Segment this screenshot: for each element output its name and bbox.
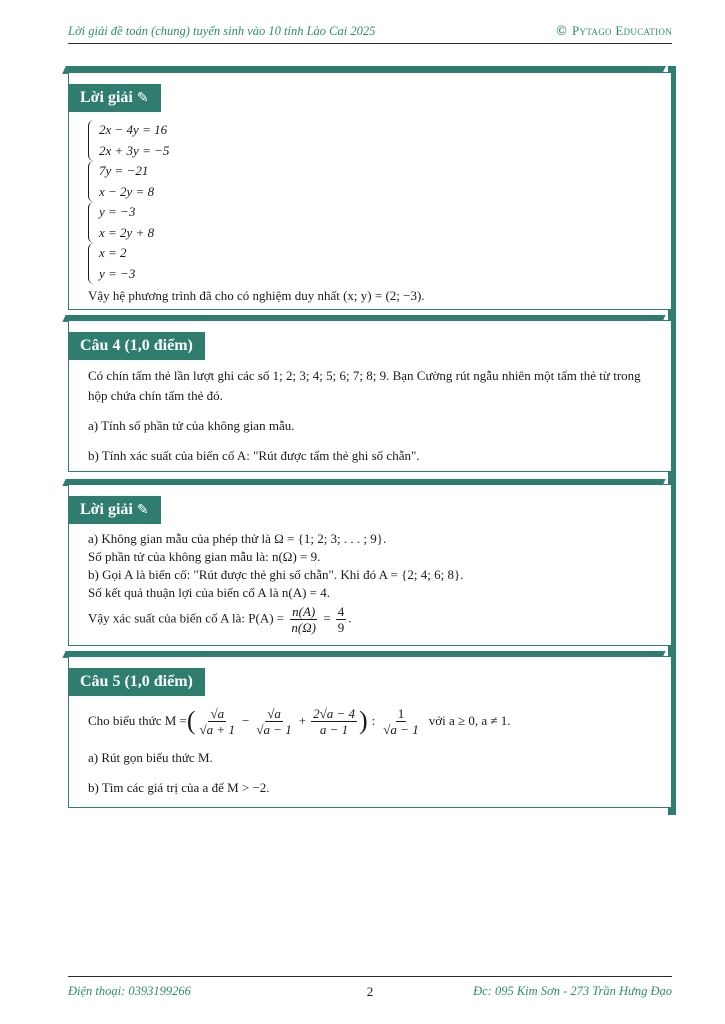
question-tag: Câu 4 (1,0 điểm) bbox=[68, 332, 205, 360]
copyright-icon: © bbox=[556, 24, 567, 39]
page-header bbox=[68, 22, 672, 44]
probability-line: Vậy xác suất của biến cố A là: P(A) = $\frac{n(A)}{n(\Omega)}$ = $\frac{4}{9}$ . bbox=[88, 604, 352, 635]
solution-content: a) Không gian mẫu của phép thử là Ω = {1; 2; 3; . . . ; 9}. Số phần tử của không gian mẫu là: n(Ω) = 9. b) Gọi A là biến cố: "Rút được thẻ ghi số chẵn". Khi đó A = {2; 4; 6; 8}. Số kết quả thuận lợi của biến cố A là n(A) = 4. Vậy xác suất của biến cố A là: P(A) = $\frac{n(A)}{n(\Omega)}$ = $\frac{4}{9}$ . bbox=[88, 530, 658, 635]
question-text: Có chín tấm thẻ lần lượt ghi các số 1; 2; 3; 4; 5; 6; 7; 8; 9. Bạn Cường rút ngẫu nhiên một tấm thẻ từ trong hộp chứa chín tấm thẻ đó. bbox=[88, 368, 641, 403]
question-part-b: b) Tìm các giá trị của a để M > −2. bbox=[88, 780, 270, 795]
edit-icon: ✎ bbox=[136, 503, 149, 518]
footer-phone: Điện thoại: 0393199266 bbox=[68, 984, 191, 998]
header-title: Lời giải đề toán (chung) tuyển sinh vào 10 tỉnh Lào Cai 2025 bbox=[68, 24, 376, 38]
header-brand bbox=[556, 23, 672, 40]
edit-icon: ✎ bbox=[136, 91, 149, 106]
equation-system: 2x − 4y = 16 2x + 3y = −5 bbox=[88, 120, 658, 161]
page-number: 2 bbox=[366, 984, 374, 999]
question-content bbox=[88, 366, 658, 466]
equation-system: y = −3 x = 2y + 8 bbox=[88, 202, 658, 243]
equation-system: 7y = −21 x − 2y = 8 bbox=[88, 161, 658, 202]
question-tag: Câu 5 (1,0 điểm) bbox=[68, 668, 205, 696]
brand-name: Pytago Education bbox=[572, 23, 672, 38]
solution-box-1 bbox=[68, 72, 672, 310]
solution-box-4 bbox=[68, 484, 672, 646]
conclusion: Vậy hệ phương trình đã cho có nghiệm duy nhất (x; y) = (2; −3). bbox=[88, 288, 425, 303]
question-part-b: b) Tính xác suất của biến cố A: "Rút được tấm thẻ ghi số chẵn". bbox=[88, 448, 420, 463]
footer-address: Đc: 095 Kim Sơn - 273 Trần Hưng Đạo bbox=[473, 984, 672, 998]
question-content bbox=[88, 704, 658, 798]
question-part-a: a) Tính số phần tử của không gian mẫu. bbox=[88, 418, 295, 433]
expression-line: Cho biểu thức M = ( $\frac{√a}{√a + 1}$ − $\frac{√a}{√a - 1}$ + $\frac{2√a - 4}{a - 1}$ ) : $\frac{1}{√a - 1}$ với a ≥ 0, a ≠ 1. bbox=[88, 705, 511, 737]
solution-tag: Lời giải ✎ bbox=[68, 84, 161, 112]
equation-system: x = 2 y = −3 bbox=[88, 243, 658, 284]
question-box-5 bbox=[68, 656, 672, 808]
question-box-4 bbox=[68, 320, 672, 472]
solution-tag: Lời giải ✎ bbox=[68, 496, 161, 524]
question-part-a: a) Rút gọn biểu thức M. bbox=[88, 750, 213, 765]
page-footer bbox=[68, 976, 672, 1006]
solution-content bbox=[88, 120, 658, 306]
